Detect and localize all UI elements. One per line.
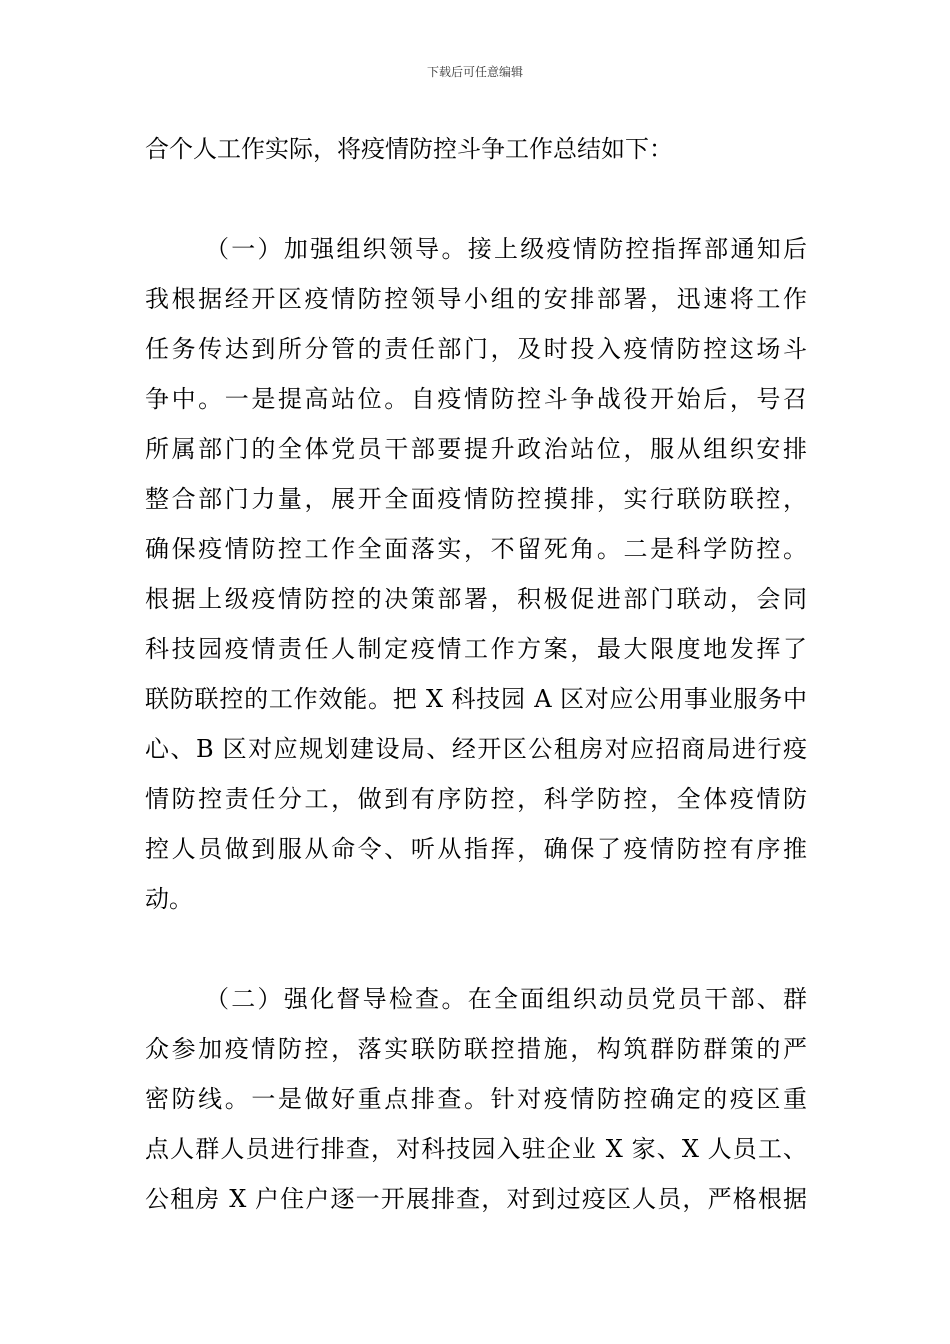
paragraph-line: （二）强化督导检查。在全面组织动员党员干部、群 (205, 985, 807, 1013)
document-body (145, 124, 807, 1224)
page-header: 下载后可任意编辑 (426, 65, 523, 79)
paragraph-line: 密防线。一是做好重点排查。针对疫情防控确定的疫区重 (145, 1085, 807, 1113)
paragraph-line: 争中。一是提高站位。自疫情防控斗争战役开始后，号召 (145, 385, 807, 413)
paragraph-line: 联防联控的工作效能。把 X 科技园 A 区对应公用事业服务中 (145, 685, 807, 713)
paragraph-line: 我根据经开区疫情防控领导小组的安排部署，迅速将工作 (145, 285, 807, 313)
paragraph-line: 心、B 区对应规划建设局、经开区公租房对应招商局进行疫 (145, 735, 807, 763)
paragraph-line: 科技园疫情责任人制定疫情工作方案，最大限度地发挥了 (145, 635, 807, 663)
paragraph-line: 点人群人员进行排查，对科技园入驻企业 X 家、X 人员工、 (145, 1135, 807, 1163)
paragraph-gap (145, 924, 807, 974)
paragraph-line: 众参加疫情防控，落实联防联控措施，构筑群防群策的严 (145, 1035, 807, 1063)
paragraph-2 (145, 974, 807, 1224)
paragraph-line: 根据上级疫情防控的决策部署，积极促进部门联动，会同 (145, 585, 807, 613)
paragraph-line: 任务传达到所分管的责任部门，及时投入疫情防控这场斗 (145, 335, 807, 363)
paragraph-line: （一）加强组织领导。接上级疫情防控指挥部通知后 (205, 235, 807, 263)
paragraph-line: 公租房 X 户住户逐一开展排查，对到过疫区人员，严格根据 (145, 1185, 807, 1213)
paragraph-line: 确保疫情防控工作全面落实，不留死角。二是科学防控。 (145, 535, 807, 563)
paragraph-line: 所属部门的全体党员干部要提升政治站位，服从组织安排 (145, 435, 807, 463)
intro-line: 合个人工作实际，将疫情防控斗争工作总结如下： (145, 135, 673, 163)
paragraph-line: 控人员做到服从命令、听从指挥，确保了疫情防控有序推 (145, 835, 807, 863)
paragraph-line: 情防控责任分工，做到有序防控，科学防控，全体疫情防 (145, 785, 807, 813)
paragraph-1 (145, 224, 807, 924)
paragraph-line: 动。 (145, 885, 193, 913)
paragraph-line: 整合部门力量，展开全面疫情防控摸排，实行联防联控， (145, 485, 807, 513)
paragraph-gap (145, 174, 807, 224)
